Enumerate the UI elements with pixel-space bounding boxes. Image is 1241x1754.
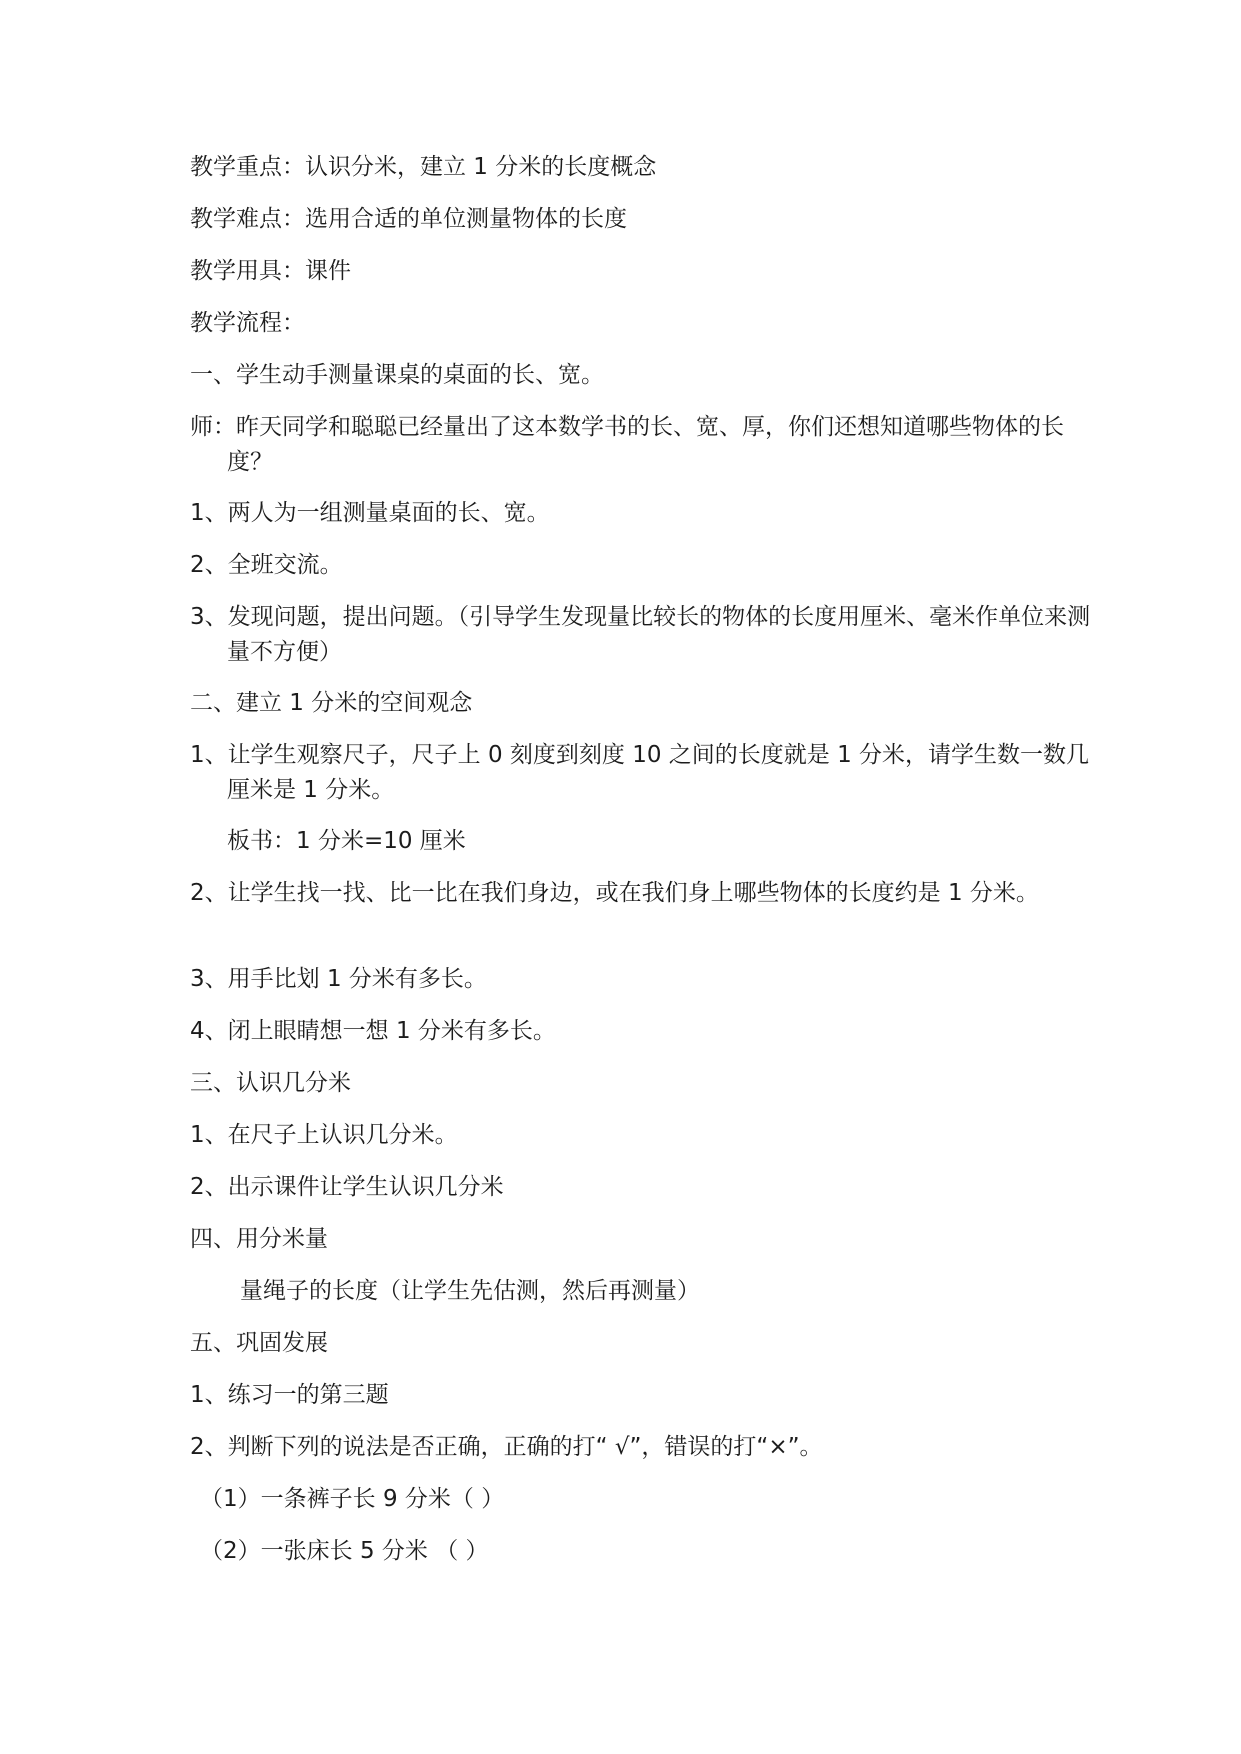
section-1-heading: 一、学生动手测量课桌的桌面的长、宽。 bbox=[190, 362, 604, 388]
section-1-step-2: 2、全班交流。 bbox=[190, 552, 343, 578]
teaching-tools: 教学用具：课件 bbox=[190, 258, 351, 284]
section-2-step-4: 4、闭上眼睛想一想 1 分米有多长。 bbox=[190, 1018, 556, 1044]
judgement-item-1: （1）一条裤子长 9 分米（ ） bbox=[200, 1486, 505, 1512]
section-5-step-2: 2、判断下列的说法是否正确，正确的打“ √”，错误的打“×”。 bbox=[190, 1434, 823, 1460]
section-4-body: 量绳子的长度（让学生先估测，然后再测量） bbox=[240, 1278, 700, 1304]
blackboard-note: 板书：1 分米=10 厘米 bbox=[227, 828, 466, 854]
section-3-step-2: 2、出示课件让学生认识几分米 bbox=[190, 1174, 504, 1200]
section-3-heading: 三、认识几分米 bbox=[190, 1070, 351, 1096]
section-4-heading: 四、用分米量 bbox=[190, 1226, 328, 1252]
section-5-heading: 五、巩固发展 bbox=[190, 1330, 328, 1356]
section-2-step-3: 3、用手比划 1 分米有多长。 bbox=[190, 966, 487, 992]
teaching-difficulty: 教学难点：选用合适的单位测量物体的长度 bbox=[190, 206, 627, 232]
section-2-step-1: 1、让学生观察尺子，尺子上 0 刻度到刻度 10 之间的长度就是 1 分米，请学生数一数几厘米是 1 分米。 bbox=[190, 742, 1090, 803]
teaching-focus: 教学重点：认识分米，建立 1 分米的长度概念 bbox=[190, 154, 657, 180]
teaching-process-heading: 教学流程： bbox=[190, 310, 305, 336]
section-1-step-1: 1、两人为一组测量桌面的长、宽。 bbox=[190, 500, 550, 526]
section-1-step-3: 3、发现问题，提出问题。（引导学生发现量比较长的物体的长度用厘米、毫米作单位来测量不方便） bbox=[190, 604, 1091, 665]
section-5-step-1: 1、练习一的第三题 bbox=[190, 1382, 389, 1408]
section-3-step-1: 1、在尺子上认识几分米。 bbox=[190, 1122, 458, 1148]
section-2-heading: 二、建立 1 分米的空间观念 bbox=[190, 690, 473, 716]
section-2-step-2: 2、让学生找一找、比一比在我们身边，或在我们身上哪些物体的长度约是 1 分米。 bbox=[190, 880, 1039, 906]
teacher-prompt: 师：昨天同学和聪聪已经量出了这本数学书的长、宽、厚，你们还想知道哪些物体的长度？ bbox=[190, 414, 1064, 475]
judgement-item-2: （2）一张床长 5 分米 （ ） bbox=[200, 1538, 489, 1564]
